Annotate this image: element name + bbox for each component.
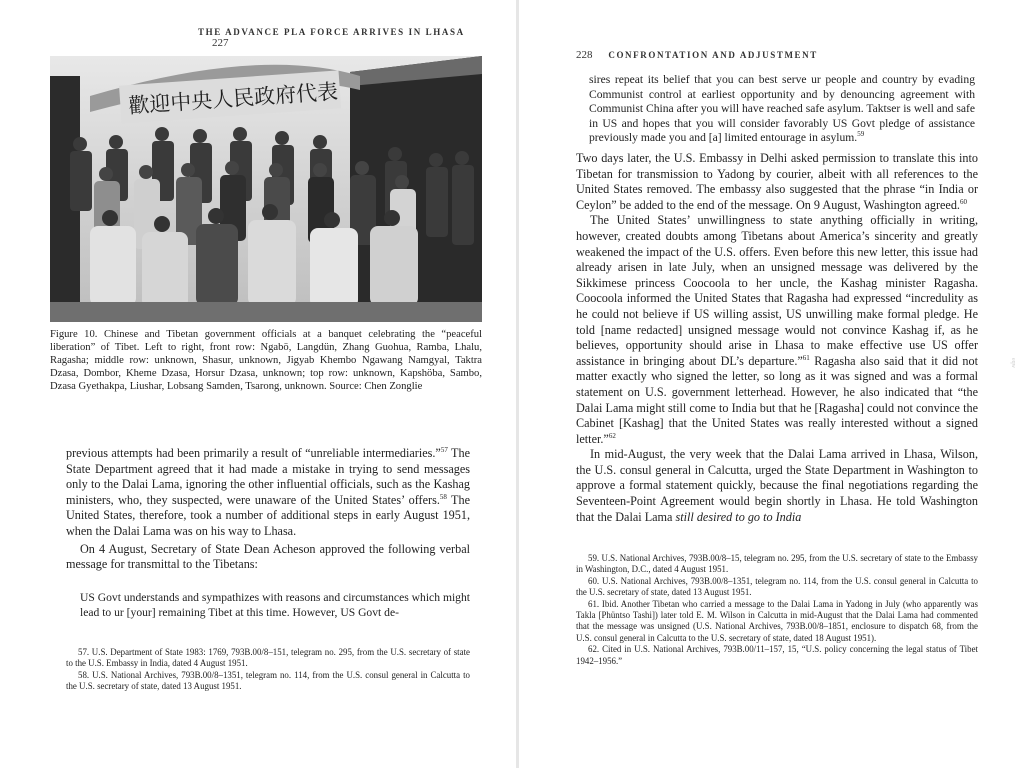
historical-photo: [50, 56, 482, 322]
right-running-head: [576, 49, 876, 61]
banner-lettering: 歡迎中央人民政府代表: [127, 79, 339, 119]
footnote-ref: 62: [608, 431, 616, 440]
text-run: The State Department agreed that it had made a mistake in trying to send messages only to the Dalai Lama, ignoring the other influential officials, such as the Kashag ministers, who, they suspected, were unaware of the United States’ offers.: [66, 446, 470, 507]
figure-label: Figure 10.: [50, 329, 98, 340]
block-quote-continued: [589, 73, 975, 146]
footnote-ref: 59: [857, 130, 865, 139]
text-run: Ragasha also said that it did not matter exactly who signed the letter, so long as it was signed and was a formal statement on U.S. government letterhead. However, he also indicated that “the Dalai Lama might still come to India but that he [Ragasha] could not convince the Cabinet [Kashag] that the United States was really interested without a signed letter.”: [576, 353, 979, 446]
left-body-text: [66, 446, 470, 573]
paragraph: On 4 August, Secretary of State Dean Acheson approved the following verbal message for transmittal to the Tibetans:: [66, 541, 470, 572]
paragraph: [576, 151, 978, 213]
text-run: In mid-August, the very week that the Dalai Lama arrived in Lhasa, Wilson, the U.S. consul general in Calcutta, urged the State Department in Washington to approve a formal statement quickly, because the final negotiations regarding the Seventeen-Point Agreement would begin shortly in Lhasa. He told Washington that the Dalai Lama: [576, 447, 978, 524]
paragraph: [576, 447, 978, 525]
page-number: 227: [212, 37, 229, 49]
footnote-59: 59. U.S. National Archives, 793B.00/8–15, telegram no. 295, from the U.S. secretary of state to the Embassy in Washington, D.C., dated 4 August 1951.: [576, 553, 978, 575]
footnote-ref: 60: [959, 197, 967, 206]
footnote-58: 58. U.S. National Archives, 793B.00/8–1351, telegram no. 114, from the U.S. consul general in Calcutta to the U.S. secretary of state, dated 13 August 1951.: [66, 669, 470, 692]
right-page: [519, 0, 1024, 768]
footnote-60: 60. U.S. National Archives, 793B.00/8–1351, telegram no. 114, from the U.S. consul general in Calcutta to the U.S. secretary of state, dated 13 August 1951.: [576, 575, 978, 598]
text-run: sires repeat its belief that you can best serve ur people and country by evading Communist control at earliest opportunity and by denouncing agreement with Communist China after you will have reached safe asylum. Taktser is well and safe in US and hopes that you will consider favorably US Govt pledge of assistance previously made you and [a] limited entourage in asylum.: [589, 73, 975, 145]
right-footnotes: [576, 553, 978, 667]
footnote-62: 62. Cited in U.S. National Archives, 793B.00/11–157, 15, “U.S. policy concerning the legal status of Tibet 1942–1956.”: [576, 644, 978, 666]
text-run: The United States’ unwillingness to state anything officially in writing, however, created doubts among Tibetans about America’s sincerity and greatly weakened the impact of the U.S. offers. Even before this new letter, this issue had already arisen in late July, when an unsigned message was delivered by the Sikkimese princess Coocoola to her uncle, the Kashag minister Ragasha. Coocoola informed the United States that Ragasha had expressed “incredulity as he could not believe if US willing assist, US unwilling make formal pledge. He told [name redacted] unsigned message would not convince Kashag if, as he believes, opportunity should arise in Lhasa to make effective use US offer assistance in bringing about DL’s departure.”: [576, 213, 978, 368]
paragraph: [66, 446, 470, 540]
footnote-ref: 57: [440, 445, 448, 454]
footnote-ref: 58: [439, 492, 447, 501]
footnote-61: 61. Ibid. Another Tibetan who carried a message to the Dalai Lama in Yadong in July (who apparently was Takla [Phüntso Tashi]) later told E. M. Wilson in Calcutta in mid-August that the Dalai Lama had commented that the message was unsigned (U.S. National Archives, 793B.00/8–1851, enclosure to dispatch 68, from the U.S. consul general in Calcutta to the U.S. secretary of state, dated 18 August 1951).: [576, 598, 978, 643]
emphasis-text: still desired to go to India: [675, 509, 802, 524]
text-run: Two days later, the U.S. Embassy in Delhi asked permission to translate this into Tibetan for transmission to Yadong by courier, albeit with all references to the United States removed. The embassy also suggested that the phrase “in India or Ceylon” be added to the end of the message. On 9 August, Washington agreed.: [576, 151, 978, 212]
page-edge-mark: eqw: [1010, 358, 1016, 368]
left-footnotes: [66, 647, 470, 693]
block-quote: US Govt understands and sympathizes with reasons and circumstances which might lead to ur [your] remaining Tibet at this time. However, US Govt de-: [80, 591, 470, 619]
text-run: previous attempts had been primarily a result of “unreliable intermediaries.”: [66, 446, 441, 460]
photo-illustration: [50, 56, 482, 322]
figure-caption: [50, 329, 482, 394]
page-number: 228: [576, 49, 593, 61]
running-head-text: CONFRONTATION AND ADJUSTMENT: [608, 50, 818, 60]
paragraph: [576, 213, 978, 447]
caption-text: Chinese and Tibetan government officials at a banquet celebrating the “peaceful liberation” of Tibet. Left to right, front row: Ngabö, Langdün, Zhang Guohua, Ramba, Lhalu, Ragasha; middle row: unknown, Shasur, unknown, Jigyab Khembo Ngawang Namgyal, Taktra Dzasa, Dombor, Kheme Dzasa, Horsur Dzasa, unknown; top row: unknown, Kapshöba, Sambo, Dzasa Gyethakpa, Liushar, Lobsang Samden, Tsarong, unknown. Source: Chen Zonglie: [50, 329, 482, 392]
left-running-head: [198, 27, 488, 49]
running-head-text: THE ADVANCE PLA FORCE ARRIVES IN LHASA: [198, 27, 465, 37]
text-run: The United States, therefore, took a number of additional steps in early August 1951, when the Dalai Lama was on his way to Lhasa.: [66, 492, 471, 538]
footnote-57: 57. U.S. Department of State 1983: 1769, 793B.00/8–151, telegram no. 295, from the U.S. secretary of state to the U.S. Embassy in India, dated 4 August 1951.: [66, 647, 470, 669]
right-body-text: [576, 151, 978, 525]
footnote-ref: 61: [802, 353, 810, 362]
